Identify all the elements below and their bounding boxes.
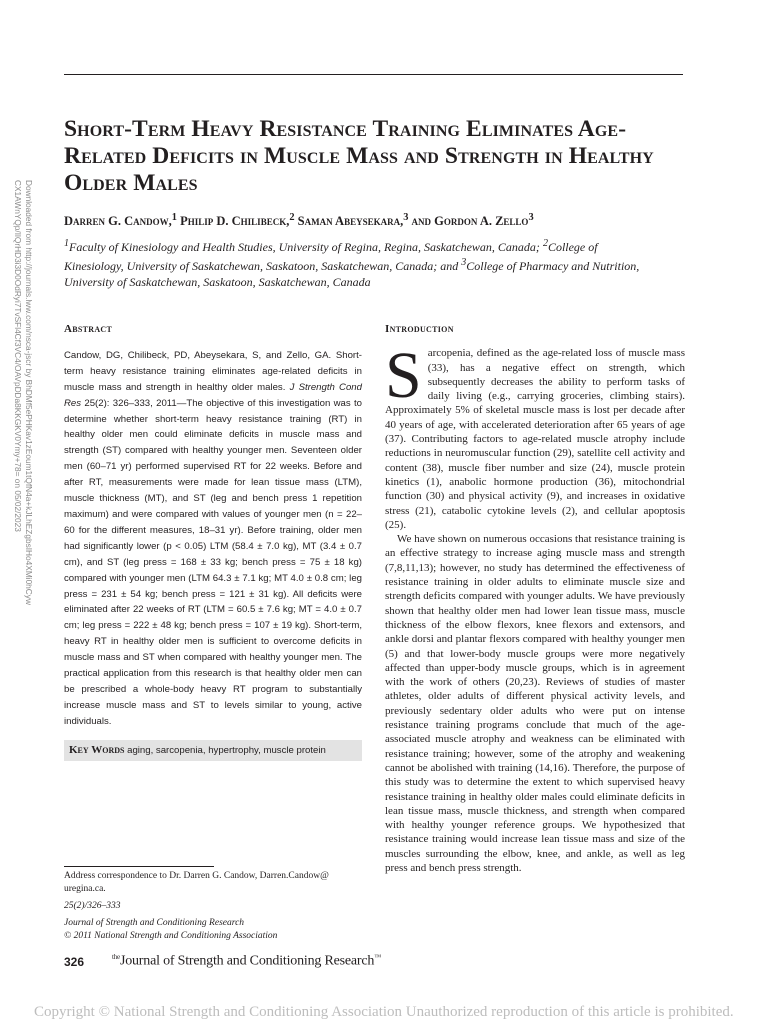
affil-mark: 1 xyxy=(64,238,69,249)
affil-mark: 3 xyxy=(461,257,467,268)
footnotes xyxy=(64,870,364,943)
copyright-banner: Copyright © National Strength and Conditioning Association Unauthorized reproduction of this article is prohibited. xyxy=(34,1004,734,1020)
watermark-line-1: Downloaded from http://journals.lww.com/nsca-jscr by BhDMf5ePHKav1zEoum1tQfN4a+kJLhEZgbsIHo4XMi0hCyw xyxy=(24,180,34,605)
keywords-label: Key Words xyxy=(69,743,125,756)
copyright-note: © 2011 National Strength and Conditioning Association xyxy=(64,931,278,941)
abstract-heading: Abstract xyxy=(64,323,113,335)
affil-text: Faculty of Kinesiology and Health Studies, University of Regina, Regina, Saskatchewan, Canada; xyxy=(69,240,543,254)
footnote-rule xyxy=(64,866,214,867)
author-affil-mark: 3 xyxy=(403,212,409,223)
top-rule xyxy=(64,74,683,75)
author-name: and Gordon A. Zello xyxy=(408,214,529,229)
introduction-column xyxy=(385,322,685,875)
keywords-text: aging, sarcopenia, hypertrophy, muscle protein xyxy=(124,744,326,756)
intro-paragraph-1-text: arcopenia, defined as the age-related loss of muscle mass (33), has a negative effect on strength, which subsequently decreases the ability to perform tasks of daily living (e.g., carrying groceries, climbing stairs). Approximately 5% of skeletal muscle mass is lost per decade after 40 years of age, with accelerated deterioration after 65 years of age (37). Contributing factors to age-related muscle atrophy include reductions in neuromuscular function (29), satellite cell activity and content (38), muscle fiber number and size (24), muscle protein kinetics (1), anabolic hormone production (36), mitochondrial function (30) and physical activity (9), and increases in oxidative stress (21), catabolic cytokine levels (2), and cellular apoptosis (25). xyxy=(385,347,685,531)
abstract-body: 25(2): 326–333, 2011—The objective of this investigation was to determine whether short-term heavy resistance training (RT) in healthy older men could eliminate deficits in muscle mass and strength (ST) compared with healthy younger men. Seventeen older men (60–71 yr) performed supervised RT for 22 weeks. Before and after RT, measurements were made for lean tissue mass (LTM), muscle thickness (MT), and ST (leg and bench press 1 repetition maximum) and were compared with values of younger men (n = 22–60 for the different measures, 18–31 yr). Before training, older men had significantly lower (p < 0.05) LTM (58.4 ± 7.0 kg), MT (3.4 ± 0.7 cm), and ST (leg press = 168 ± 33 kg; bench press = 75 ± 18 kg) compared with younger men (LTM 64.3 ± 7.1 kg; MT 4.0 ± 0.8 cm; leg press = 231 ± 54 kg; bench press = 121 ± 31 kg). All deficits were eliminated after 22 weeks of RT (LTM = 60.5 ± 7.6 kg; MT = 4.0 ± 0.7 cm; leg press = 222 ± 48 kg; bench press = 107 ± 19 kg). Short-term, heavy RT in healthy older men is sufficient to overcome deficits in muscle mass and ST when compared with healthy younger men. The practical application from this research is that healthy older men can be prescribed a whole-body heavy RT program to substantially increase muscle mass and ST to levels similar to young, active individuals. xyxy=(64,397,362,727)
abstract-text xyxy=(64,348,362,730)
author-affil-mark: 1 xyxy=(171,212,177,223)
author-name: Philip D. Chilibeck, xyxy=(176,214,290,229)
abstract-lead: Candow, DG, Chilibeck, PD, Abeysekara, S, and Zello, GA. Short-term heavy resistance training eliminates age-related deficits in muscle mass and strength in healthy older males. xyxy=(64,349,362,393)
article-title: Short-Term Heavy Resistance Training Eliminates Age-Related Deficits in Muscle Mass and Strength in Healthy Older Males xyxy=(64,116,654,196)
keywords-box xyxy=(64,740,362,761)
drop-cap: S xyxy=(385,339,422,413)
author-affil-mark: 2 xyxy=(289,212,295,223)
abstract-citation: J Strength Cond Res xyxy=(64,381,362,409)
page-number: 326 xyxy=(64,955,85,969)
author-name: Darren G. Candow, xyxy=(64,214,172,229)
watermark-line-2: CX1AWnYQp/IlQrHD3i3D0OdRyi7TvSFl4Cf3VC4/OAVpDDa8KKGKV0Ymy+78= on 05/02/2023 xyxy=(13,180,23,532)
correspondence-note: Address correspondence to Dr. Darren G. Candow, Darren.Candow@ uregina.ca. xyxy=(64,871,329,894)
trademark-mark: ™ xyxy=(374,953,381,961)
journal-note: Journal of Strength and Conditioning Research xyxy=(64,918,245,928)
abstract-column xyxy=(64,322,362,761)
intro-paragraph-2: We have shown on numerous occasions that resistance training is an effective strategy to increase aging muscle mass and strength (7,8,11,13); however, no study has determined the effectiveness of resistance training in older adults to eliminate muscle size and strength deficits compared with younger adults. We have previously shown that healthy older men had lower lean tissue mass, muscle thickness of the elbow flexors, knee flexors and extensors, and ankle dorsi and plantar flexors compared with healthy younger men (5) and that lower-body muscle groups were more negatively affected than upper-body muscle groups, which is in agreement with the work of others (20,23). Reviews of studies of master athletes, older adults of different physical activity levels, and previously sedentary older adults who were put on intense resistance training programs conclude that much of the age-associated muscle atrophy and weakness can be eliminated with resistance training; however, some of the atrophy and weakening cannot be abolished with training (14,16). Therefore, the purpose of this study was to determine the extent to which supervised heavy resistance training in healthy older males could eliminate deficits in lean tissue mass, muscle thickness, and strength when compared with healthy younger reference groups. We hypothesized that resistance training would increase lean tissue mass and size of the muscles surrounding the elbow, knee, and ankle, as well as leg press and bench press strength. xyxy=(385,533,685,874)
affil-text: College of Pharmacy and Nutrition, University of Saskatchewan, Saskatoon, Saskatchewan, Canada xyxy=(64,259,640,289)
affil-text: College of Kinesiology, University of Saskatchewan, Saskatoon, Saskatchewan, Canada; and xyxy=(64,240,598,273)
introduction-heading: Introduction xyxy=(385,323,454,335)
download-watermark xyxy=(12,180,34,610)
journal-footer-title xyxy=(112,953,381,970)
volume-pages: 25(2)/326–333 xyxy=(64,901,121,911)
author-name: Saman Abeysekara, xyxy=(294,214,404,229)
affil-mark: 2 xyxy=(542,238,548,249)
author-affil-mark: 3 xyxy=(528,212,534,223)
journal-footer-name: Journal of Strength and Conditioning Research xyxy=(119,953,375,969)
author-list xyxy=(64,212,704,229)
intro-paragraph-1 xyxy=(385,339,685,532)
journal-prefix: the xyxy=(112,953,120,961)
affiliations xyxy=(64,236,644,290)
